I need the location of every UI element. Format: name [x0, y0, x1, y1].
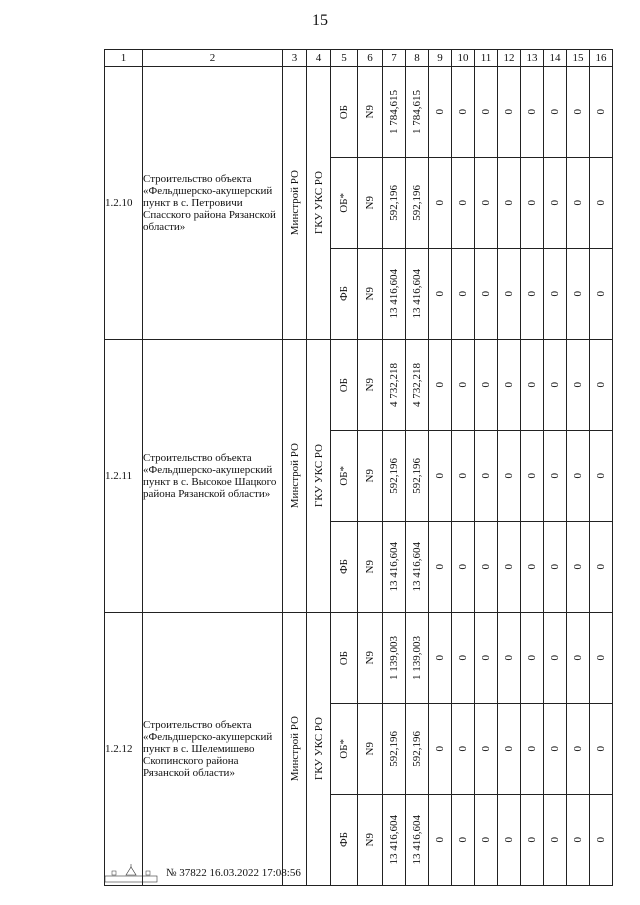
amount-year-text: 13 416,604 — [411, 815, 423, 865]
amount-total — [383, 249, 406, 340]
amount-zero-text: 0 — [526, 746, 538, 752]
budget-source-text: ФБ — [338, 559, 350, 575]
amount-col-13 — [521, 249, 544, 340]
column-number-5: 5 — [331, 50, 358, 67]
amount-total-text: 592,196 — [388, 731, 400, 767]
column-number-16: 16 — [590, 50, 613, 67]
project-code-text: N9 — [364, 378, 376, 392]
amount-col-10 — [452, 340, 475, 431]
amount-year — [406, 249, 429, 340]
amount-col-15 — [567, 340, 590, 431]
amount-col-12 — [498, 340, 521, 431]
amount-zero-text: 0 — [549, 746, 561, 752]
amount-zero-text: 0 — [503, 109, 515, 115]
responsible-ministry — [283, 613, 307, 886]
column-number-6: 6 — [358, 50, 383, 67]
amount-zero-text: 0 — [503, 473, 515, 479]
budget-source — [331, 158, 358, 249]
amount-zero-text: 0 — [480, 200, 492, 206]
amount-col-9 — [429, 613, 452, 704]
project-code — [358, 613, 383, 704]
amount-zero-text: 0 — [480, 837, 492, 843]
amount-col-14 — [544, 704, 567, 795]
amount-year-text: 13 416,604 — [411, 542, 423, 592]
amount-zero-text: 0 — [595, 837, 607, 843]
amount-year — [406, 704, 429, 795]
project-code — [358, 704, 383, 795]
amount-year-text: 13 416,604 — [411, 269, 423, 319]
amount-col-16 — [590, 431, 613, 522]
amount-zero-text: 0 — [595, 655, 607, 661]
amount-zero-text: 0 — [549, 655, 561, 661]
amount-col-11 — [475, 795, 498, 886]
amount-zero-text: 0 — [526, 655, 538, 661]
budget-source — [331, 67, 358, 158]
amount-year-text: 592,196 — [411, 458, 423, 494]
item-name: Строительство объекта «Фельдшерско-акушерский пункт в с. Петровичи Спасского района Рязанской области» — [143, 67, 283, 340]
amount-zero-text: 0 — [457, 473, 469, 479]
project-code — [358, 795, 383, 886]
table-body — [105, 50, 613, 886]
amount-zero-text: 0 — [457, 291, 469, 297]
amount-zero-text: 0 — [526, 837, 538, 843]
amount-col-9 — [429, 795, 452, 886]
amount-col-16 — [590, 340, 613, 431]
executor-agency — [307, 67, 331, 340]
amount-zero-text: 0 — [572, 382, 584, 388]
amount-zero-text: 0 — [595, 291, 607, 297]
amount-zero-text: 0 — [572, 746, 584, 752]
amount-col-13 — [521, 613, 544, 704]
ministry-label: Минстрой РО — [288, 716, 301, 782]
amount-col-9 — [429, 431, 452, 522]
amount-zero-text: 0 — [434, 837, 446, 843]
amount-zero-text: 0 — [549, 564, 561, 570]
project-code-text: N9 — [364, 105, 376, 119]
amount-col-15 — [567, 795, 590, 886]
amount-zero-text: 0 — [434, 291, 446, 297]
amount-year-text: 592,196 — [411, 731, 423, 767]
budget-source-text: ОБ — [338, 104, 350, 120]
column-number-3: 3 — [283, 50, 307, 67]
amount-col-15 — [567, 158, 590, 249]
item-name: Строительство объекта «Фельдшерско-акушерский пункт в с. Шелемишево Скопинского района Рязанской области» — [143, 613, 283, 886]
amount-zero-text: 0 — [457, 746, 469, 752]
amount-col-14 — [544, 158, 567, 249]
project-code-text: N9 — [364, 196, 376, 210]
amount-zero-text: 0 — [572, 291, 584, 297]
amount-zero-text: 0 — [503, 655, 515, 661]
amount-total — [383, 158, 406, 249]
amount-total-text: 4 732,218 — [388, 363, 400, 407]
amount-col-12 — [498, 249, 521, 340]
project-code — [358, 522, 383, 613]
project-code — [358, 67, 383, 158]
amount-col-14 — [544, 522, 567, 613]
project-code-text: N9 — [364, 651, 376, 665]
column-number-7: 7 — [383, 50, 406, 67]
amount-zero-text: 0 — [480, 382, 492, 388]
amount-col-14 — [544, 249, 567, 340]
item-number: 1.2.12 — [105, 613, 143, 886]
budget-source — [331, 704, 358, 795]
ministry-label: Минстрой РО — [288, 170, 301, 236]
column-number-14: 14 — [544, 50, 567, 67]
amount-col-11 — [475, 67, 498, 158]
project-code-text: N9 — [364, 287, 376, 301]
amount-zero-text: 0 — [572, 564, 584, 570]
column-number-1: 1 — [105, 50, 143, 67]
amount-col-13 — [521, 67, 544, 158]
budget-source — [331, 340, 358, 431]
amount-zero-text: 0 — [595, 564, 607, 570]
project-code-text: N9 — [364, 742, 376, 756]
amount-total — [383, 704, 406, 795]
amount-col-11 — [475, 522, 498, 613]
amount-zero-text: 0 — [434, 655, 446, 661]
legislation-logo — [104, 862, 158, 884]
amount-year — [406, 522, 429, 613]
amount-col-13 — [521, 431, 544, 522]
amount-col-13 — [521, 522, 544, 613]
amount-col-10 — [452, 67, 475, 158]
amount-total — [383, 795, 406, 886]
amount-col-10 — [452, 158, 475, 249]
executor-label: ГКУ УКС РО — [312, 171, 325, 235]
responsible-ministry — [283, 67, 307, 340]
column-number-4: 4 — [307, 50, 331, 67]
amount-year — [406, 431, 429, 522]
amount-zero-text: 0 — [457, 200, 469, 206]
amount-zero-text: 0 — [434, 564, 446, 570]
amount-col-10 — [452, 704, 475, 795]
amount-col-10 — [452, 795, 475, 886]
amount-zero-text: 0 — [503, 564, 515, 570]
amount-year — [406, 613, 429, 704]
amount-total — [383, 431, 406, 522]
amount-zero-text: 0 — [572, 200, 584, 206]
amount-col-11 — [475, 158, 498, 249]
amount-zero-text: 0 — [434, 746, 446, 752]
amount-col-12 — [498, 431, 521, 522]
amount-total-text: 1 139,003 — [388, 636, 400, 680]
amount-zero-text: 0 — [549, 109, 561, 115]
amount-year — [406, 340, 429, 431]
amount-zero-text: 0 — [526, 382, 538, 388]
amount-col-9 — [429, 340, 452, 431]
amount-col-13 — [521, 158, 544, 249]
amount-year — [406, 158, 429, 249]
amount-zero-text: 0 — [572, 473, 584, 479]
amount-col-16 — [590, 67, 613, 158]
project-code — [358, 340, 383, 431]
footer — [104, 862, 301, 884]
project-code — [358, 431, 383, 522]
amount-col-10 — [452, 522, 475, 613]
amount-zero-text: 0 — [434, 473, 446, 479]
amount-zero-text: 0 — [526, 200, 538, 206]
page-number: 15 — [312, 12, 328, 29]
budget-source — [331, 613, 358, 704]
amount-col-15 — [567, 613, 590, 704]
item-number: 1.2.10 — [105, 67, 143, 340]
amount-zero-text: 0 — [503, 382, 515, 388]
amount-zero-text: 0 — [595, 109, 607, 115]
column-number-15: 15 — [567, 50, 590, 67]
amount-zero-text: 0 — [434, 382, 446, 388]
amount-col-10 — [452, 249, 475, 340]
amount-zero-text: 0 — [572, 655, 584, 661]
budget-source-text: ОБ — [338, 650, 350, 666]
amount-zero-text: 0 — [480, 473, 492, 479]
responsible-ministry — [283, 340, 307, 613]
amount-zero-text: 0 — [549, 837, 561, 843]
amount-total-text: 13 416,604 — [388, 269, 400, 319]
amount-total — [383, 613, 406, 704]
amount-col-15 — [567, 704, 590, 795]
amount-col-11 — [475, 340, 498, 431]
amount-zero-text: 0 — [434, 109, 446, 115]
amount-col-9 — [429, 158, 452, 249]
column-number-9: 9 — [429, 50, 452, 67]
amount-zero-text: 0 — [526, 564, 538, 570]
item-number: 1.2.11 — [105, 340, 143, 613]
amount-zero-text: 0 — [503, 837, 515, 843]
budget-source-text: ФБ — [338, 286, 350, 302]
amount-zero-text: 0 — [549, 473, 561, 479]
amount-col-16 — [590, 522, 613, 613]
budget-source-text: ОБ* — [338, 466, 350, 486]
amount-col-15 — [567, 522, 590, 613]
amount-zero-text: 0 — [457, 655, 469, 661]
amount-col-16 — [590, 249, 613, 340]
executor-label: ГКУ УКС РО — [312, 444, 325, 508]
table-row — [105, 340, 613, 431]
amount-col-13 — [521, 795, 544, 886]
amount-col-9 — [429, 704, 452, 795]
amount-zero-text: 0 — [480, 109, 492, 115]
registration-stamp: № 37822 16.03.2022 17:08:56 — [166, 867, 301, 879]
budget-source-text: ОБ — [338, 377, 350, 393]
amount-zero-text: 0 — [503, 291, 515, 297]
amount-col-14 — [544, 431, 567, 522]
amount-col-16 — [590, 613, 613, 704]
amount-col-9 — [429, 249, 452, 340]
project-code-text: N9 — [364, 560, 376, 574]
amount-total-text: 592,196 — [388, 185, 400, 221]
column-number-11: 11 — [475, 50, 498, 67]
project-code-text: N9 — [364, 469, 376, 483]
amount-col-12 — [498, 67, 521, 158]
amount-year — [406, 67, 429, 158]
amount-zero-text: 0 — [434, 200, 446, 206]
table-row — [105, 613, 613, 704]
amount-total-text: 13 416,604 — [388, 542, 400, 592]
executor-agency — [307, 613, 331, 886]
amount-year-text: 592,196 — [411, 185, 423, 221]
amount-col-10 — [452, 431, 475, 522]
amount-zero-text: 0 — [480, 564, 492, 570]
amount-year-text: 1 784,615 — [411, 90, 423, 134]
amount-col-12 — [498, 795, 521, 886]
amount-col-11 — [475, 431, 498, 522]
amount-col-15 — [567, 431, 590, 522]
amount-total-text: 592,196 — [388, 458, 400, 494]
amount-col-16 — [590, 704, 613, 795]
amount-zero-text: 0 — [480, 746, 492, 752]
amount-col-9 — [429, 522, 452, 613]
budget-source-text: ОБ* — [338, 193, 350, 213]
column-number-8: 8 — [406, 50, 429, 67]
executor-agency — [307, 340, 331, 613]
project-code — [358, 249, 383, 340]
amount-zero-text: 0 — [526, 473, 538, 479]
amount-total — [383, 67, 406, 158]
item-name: Строительство объекта «Фельдшерско-акушерский пункт в с. Высокое Шацкого района Рязанской области» — [143, 340, 283, 613]
amount-col-12 — [498, 704, 521, 795]
amount-col-11 — [475, 704, 498, 795]
executor-label: ГКУ УКС РО — [312, 717, 325, 781]
budget-source — [331, 249, 358, 340]
amount-total — [383, 522, 406, 613]
column-number-2: 2 — [143, 50, 283, 67]
budget-source — [331, 522, 358, 613]
amount-col-14 — [544, 613, 567, 704]
budget-source-text: ОБ* — [338, 739, 350, 759]
amount-col-12 — [498, 158, 521, 249]
amount-zero-text: 0 — [572, 109, 584, 115]
amount-total-text: 1 784,615 — [388, 90, 400, 134]
amount-total-text: 13 416,604 — [388, 815, 400, 865]
table-row — [105, 67, 613, 158]
amount-col-10 — [452, 613, 475, 704]
project-code-text: N9 — [364, 833, 376, 847]
amount-col-15 — [567, 67, 590, 158]
budget-source — [331, 795, 358, 886]
amount-year-text: 4 732,218 — [411, 363, 423, 407]
amount-col-9 — [429, 67, 452, 158]
column-number-row — [105, 50, 613, 67]
amount-zero-text: 0 — [526, 291, 538, 297]
amount-zero-text: 0 — [503, 200, 515, 206]
amount-total — [383, 340, 406, 431]
amount-col-14 — [544, 795, 567, 886]
amount-zero-text: 0 — [549, 200, 561, 206]
amount-col-14 — [544, 340, 567, 431]
amount-zero-text: 0 — [595, 473, 607, 479]
amount-col-16 — [590, 795, 613, 886]
amount-col-13 — [521, 340, 544, 431]
amount-zero-text: 0 — [572, 837, 584, 843]
amount-col-12 — [498, 613, 521, 704]
amount-zero-text: 0 — [526, 109, 538, 115]
amount-col-11 — [475, 613, 498, 704]
amount-col-11 — [475, 249, 498, 340]
budget-table — [104, 49, 613, 886]
amount-zero-text: 0 — [549, 291, 561, 297]
amount-year — [406, 795, 429, 886]
amount-col-14 — [544, 67, 567, 158]
column-number-12: 12 — [498, 50, 521, 67]
amount-year-text: 1 139,003 — [411, 636, 423, 680]
amount-zero-text: 0 — [503, 746, 515, 752]
amount-col-13 — [521, 704, 544, 795]
amount-zero-text: 0 — [595, 746, 607, 752]
amount-zero-text: 0 — [480, 291, 492, 297]
column-number-13: 13 — [521, 50, 544, 67]
project-code — [358, 158, 383, 249]
amount-zero-text: 0 — [457, 564, 469, 570]
amount-col-15 — [567, 249, 590, 340]
amount-zero-text: 0 — [595, 382, 607, 388]
budget-source — [331, 431, 358, 522]
ministry-label: Минстрой РО — [288, 443, 301, 509]
amount-zero-text: 0 — [480, 655, 492, 661]
amount-zero-text: 0 — [595, 200, 607, 206]
amount-zero-text: 0 — [549, 382, 561, 388]
amount-zero-text: 0 — [457, 837, 469, 843]
amount-col-16 — [590, 158, 613, 249]
budget-source-text: ФБ — [338, 832, 350, 848]
amount-col-12 — [498, 522, 521, 613]
amount-zero-text: 0 — [457, 382, 469, 388]
column-number-10: 10 — [452, 50, 475, 67]
amount-zero-text: 0 — [457, 109, 469, 115]
